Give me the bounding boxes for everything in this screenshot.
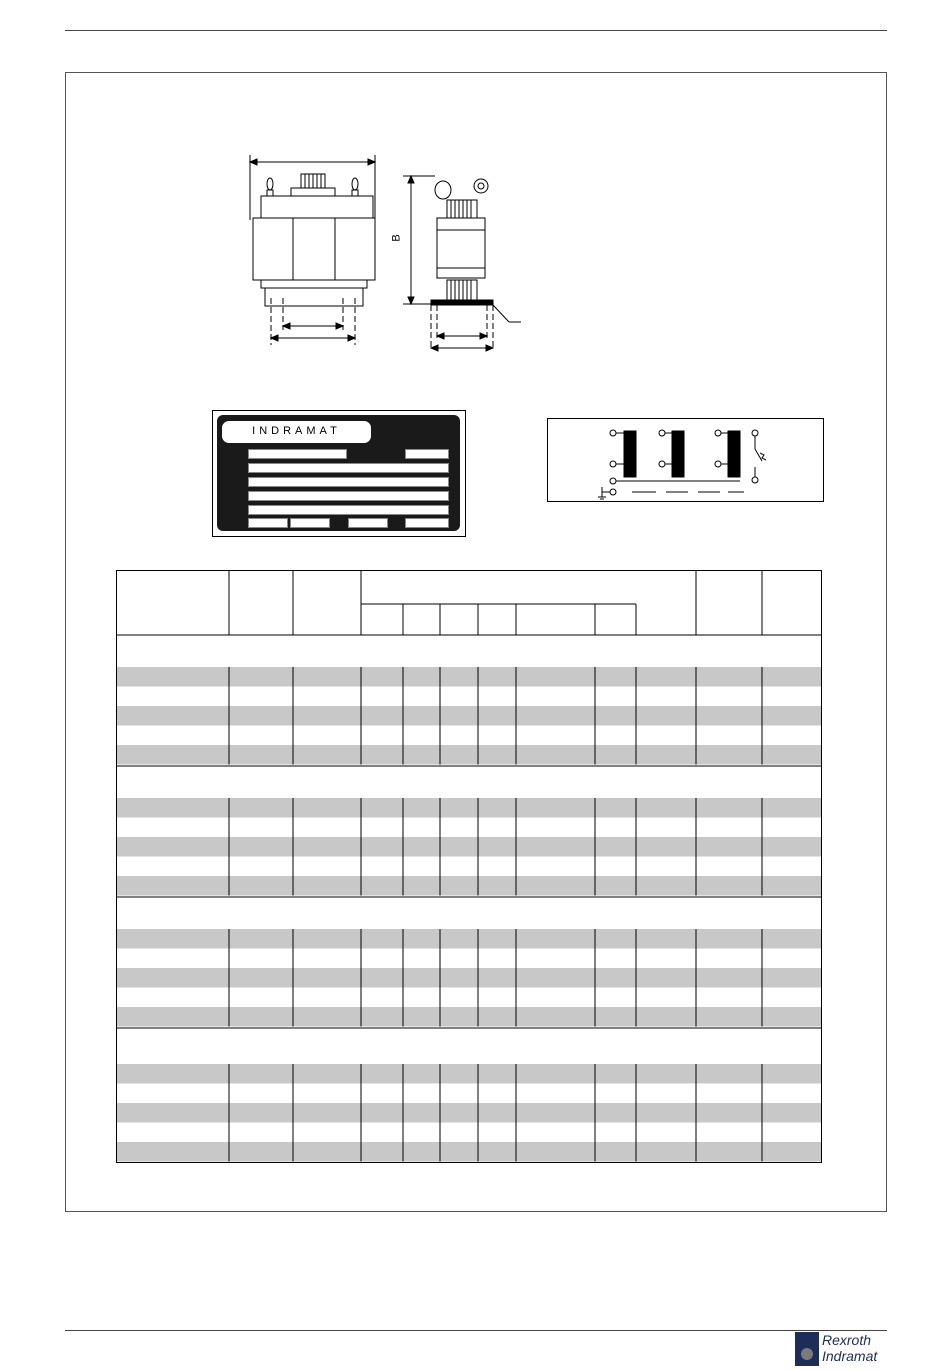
wiring-diagram [547, 418, 824, 502]
front-view-drawing [245, 150, 385, 350]
nameplate-brand-logo: INDRAMAT [252, 425, 341, 437]
table-row-shade [116, 667, 822, 687]
brand-mark-icon [795, 1332, 819, 1366]
rexroth-indramat-logo [795, 1332, 887, 1366]
brand-line-2: Indramat [822, 1348, 878, 1364]
table-row-shade [116, 1103, 822, 1123]
nameplate-field-panel [220, 447, 457, 529]
table-row-shade [116, 929, 822, 949]
wiring-schematic [548, 419, 823, 501]
table-row-shade [116, 1064, 822, 1084]
header-rule [65, 30, 887, 31]
side-view-drawing [395, 168, 525, 358]
specification-table [116, 570, 822, 1163]
table-row-shade [116, 1007, 822, 1027]
table-row-shade [116, 876, 822, 896]
table-row-shade [116, 1142, 822, 1162]
table-row-shade [116, 798, 822, 818]
dimension-label: B [390, 234, 403, 242]
nameplate-illustration [212, 410, 466, 537]
table-row-shade [116, 706, 822, 726]
table-row-shade [116, 745, 822, 765]
footer-rule [65, 1330, 887, 1331]
table-row-shade [116, 837, 822, 857]
brand-line-1: Rexroth [822, 1332, 872, 1348]
table-row-shade [116, 968, 822, 988]
